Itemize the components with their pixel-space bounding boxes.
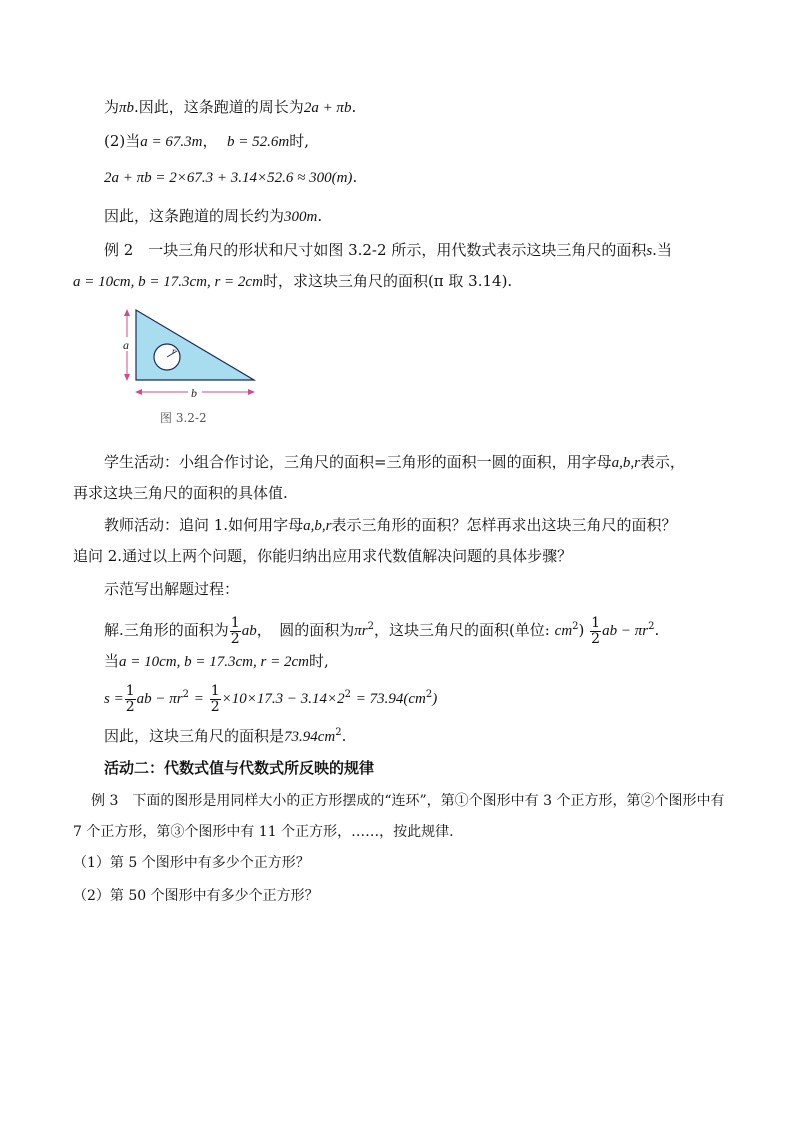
triangle-ruler-figure [110,305,270,425]
figure-caption: 图 3.2-2 [160,411,207,425]
solution-line: 解.三角形的面积为 $\frac{1}{2}$ ab， 圆的面积为$\pi r^2$，这块三角尺的面积(单位: $cm^2$) $\frac{1}{2}$ ab − $\pi r^2$. [104,614,660,647]
label-b: b [191,386,197,400]
text-line: a = 10cm, b = 17.3cm, r = 2cm时，求这块三角尺的面积(π 取 3.14). [73,272,513,290]
question-1: （1）第 5 个图形中有多少个正方形？ [73,855,310,871]
text-line: 示范写出解题过程： [104,580,240,598]
text-line: 因此，这条跑道的周长约为300m. [104,207,323,225]
activity-2-heading: 活动二：代数式值与代数式所反映的规律 [104,759,375,777]
text-line: 再求这块三角尺的面积的具体值. [73,484,288,502]
formula-line: 2a + πb = 2×67.3 + 3.14×52.6 ≈ 300(m). [104,168,358,186]
example-3-line: 例 3 下面的图形是用同样大小的正方形摆成的“连环”，第①个图形中有 3 个正方形，第②个图形中有 [91,793,725,809]
text-line: 追问 2.通过以上两个问题，你能归纳出应用求代数值解决问题的具体步骤？ [73,547,573,565]
text-line: 为πb.因此，这条跑道的周长为2a + πb. [104,98,357,116]
formula-line: s = $\frac{1}{2}$ ab − $\pi r^2$ = $\frac{1}{2}$ $\times 10\times 17.3 - 3.14\times 2^2 = 73.94(cm^2)$ [104,682,438,715]
arrow-head [248,389,255,395]
label-a: a [123,338,129,352]
text-line: (2)当a = 67.3m， b = 52.6m时, [104,132,310,150]
label-r: r [172,346,176,356]
arrow-head [124,309,130,316]
student-activity-line: 学生活动：小组合作讨论，三角尺的面积=三角形的面积一圆的面积，用字母a,b,r表示， [104,453,685,471]
arrow-head [135,389,142,395]
text-line: 当a = 10cm, b = 17.3cm, r = 2cm时, [104,652,329,670]
text-line: 因此，这块三角尺的面积是$73.94cm^2$. [104,727,347,745]
question-2: （2）第 50 个图形中有多少个正方形？ [73,888,319,904]
arrow-head [124,374,130,381]
teacher-activity-line: 教师活动：追问 1.如何用字母a,b,r表示三角形的面积？怎样再求出这块三角尺的面积？ [104,516,677,534]
text-line: 7 个正方形，第③个图形中有 11 个正方形，……，按此规律. [73,824,454,840]
example-2-line: 例 2 一块三角尺的形状和尺寸如图 3.2-2 所示，用代数式表示这块三角尺的面积s.当 [104,241,672,259]
triangle-shape [136,310,254,380]
